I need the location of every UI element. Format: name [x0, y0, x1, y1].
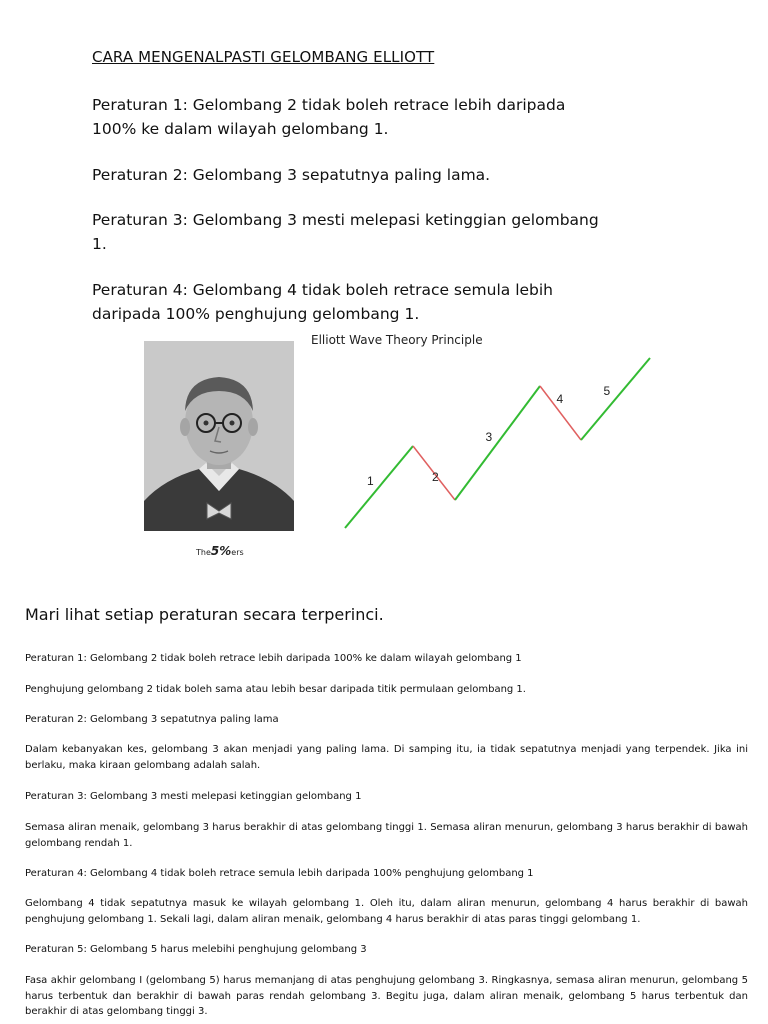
photo-source-logo: [196, 544, 244, 558]
paragraph-rule-5-heading: Peraturan 5: Gelombang 5 harus melebihi penghujung gelombang 3: [25, 944, 367, 955]
elliott-wave-diagram: [330, 345, 670, 545]
portrait-illustration: [144, 341, 294, 531]
wave-diagram-title: Elliott Wave Theory Principle: [311, 333, 483, 347]
section-heading: Mari lihat setiap peraturan secara terperinci.: [25, 605, 384, 624]
wave-segment-3: [455, 386, 540, 500]
wave-label-4: 4: [556, 392, 564, 406]
paragraph-rule-1-heading: Peraturan 1: Gelombang 2 tidak boleh retrace lebih daripada 100% ke dalam wilayah gelombang 1: [25, 653, 522, 664]
wave-segment-5: [581, 358, 650, 440]
paragraph-rule-2-detail: Dalam kebanyakan kes, gelombang 3 akan menjadi yang paling lama. Di samping itu, ia tidak sepatutnya menjadi yang terpendek. Jika ini berlaku, maka kiraan gelombang adalah salah.: [25, 744, 748, 771]
paragraph-rule-2-heading: Peraturan 2: Gelombang 3 sepatutnya paling lama: [25, 714, 279, 725]
rule-1: Peraturan 1: Gelombang 2 tidak boleh retrace lebih daripada 100% ke dalam wilayah gelombang 1.: [92, 96, 566, 138]
wave-label-2: 2: [432, 470, 439, 484]
paragraph-rule-3-detail: Semasa aliran menaik, gelombang 3 harus berakhir di atas gelombang tinggi 1. Semasa aliran menurun, gelombang 3 harus berakhir di bawah gelombang rendah 1.: [25, 822, 748, 849]
ralph-elliott-portrait: [144, 341, 294, 531]
wave-label-1: 1: [367, 474, 374, 488]
logo-prefix-text: The: [196, 548, 211, 557]
logo-mark-text: 5%: [210, 544, 232, 558]
paragraph-rule-3-heading: Peraturan 3: Gelombang 3 mesti melepasi ketinggian gelombang 1: [25, 791, 362, 802]
rule-4: Peraturan 4: Gelombang 4 tidak boleh retrace semula lebih daripada 100% penghujung gelombang 1.: [92, 281, 554, 323]
wave-segment-1: [345, 446, 413, 528]
wave-label-3: 3: [485, 430, 493, 444]
paragraph-rule-1-detail: Penghujung gelombang 2 tidak boleh sama atau lebih besar daripada titik permulaan gelombang 1.: [25, 684, 526, 695]
document-title: CARA MENGENALPASTI GELOMBANG ELLIOTT: [92, 48, 435, 66]
rule-2: Peraturan 2: Gelombang 3 sepatutnya paling lama.: [92, 166, 491, 184]
paragraph-rule-4-heading: Peraturan 4: Gelombang 4 tidak boleh retrace semula lebih daripada 100% penghujung gelombang 1: [25, 868, 534, 879]
logo-suffix-text: ers: [231, 548, 244, 557]
rule-3: Peraturan 3: Gelombang 3 mesti melepasi ketinggian gelombang 1.: [92, 211, 599, 253]
paragraph-rule-4-detail: Gelombang 4 tidak sepatutnya masuk ke wilayah gelombang 1. Oleh itu, dalam aliran menurun, gelombang 4 harus berakhir di bawah penghujung gelombang 1. Sekali lagi, dalam aliran menaik, gelombang 4 harus berakhir di atas paras tinggi gelombang 1.: [25, 898, 748, 925]
wave-label-5: 5: [603, 384, 611, 398]
paragraph-rule-5-detail: Fasa akhir gelombang I (gelombang 5) harus memanjang di atas penghujung gelombang 3. Ringkasnya, semasa aliran menurun, gelombang 5 harus terbentuk dan berakhir di bawah paras rendah gelombang 3. Begitu juga, dalam aliran menaik, gelombang 5 harus terbentuk dan berakhir di atas gelombang tinggi 3.: [25, 975, 748, 1017]
